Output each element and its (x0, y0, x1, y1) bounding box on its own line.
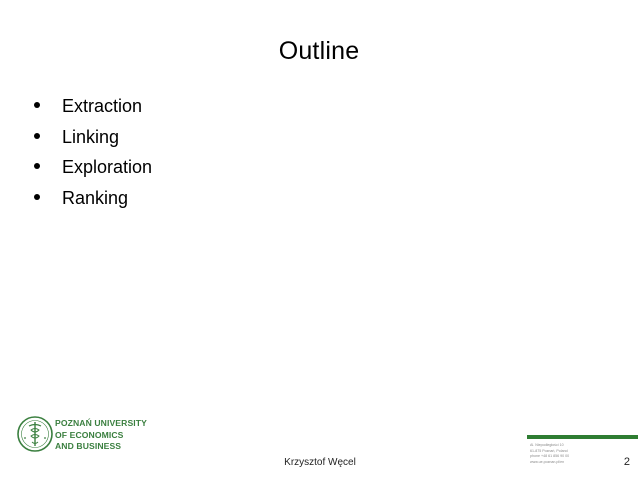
bullet-label: Extraction (62, 96, 143, 116)
bullet-item-extraction (34, 94, 152, 125)
bullet-dot-icon (34, 194, 40, 200)
bullet-label: Exploration (62, 157, 153, 177)
bullet-dot-icon (34, 163, 40, 169)
address-line: 61-875 Poznań, Poland (530, 448, 568, 453)
address-line: phone +48 61 856 90 00 (530, 454, 570, 459)
footer-author: Krzysztof Węcel (284, 457, 356, 468)
university-name (55, 418, 147, 453)
bullet-item-linking (34, 125, 152, 156)
bullet-item-ranking (34, 186, 152, 217)
bullet-item-exploration (34, 155, 152, 186)
address-line: www.ue.poznan.pl/en (530, 459, 565, 464)
page-number: 2 (623, 456, 630, 468)
address-line: Al. Niepodległości 10 (530, 443, 564, 447)
bullet-label: Ranking (62, 187, 129, 208)
bullet-dot-icon (34, 133, 40, 139)
footer-address (530, 443, 569, 465)
university-name-line: POZNAŃ UNIVERSITY (55, 418, 147, 428)
bullet-dot-icon (34, 102, 40, 108)
slide-title: Outline (278, 37, 360, 65)
bullet-label: Linking (62, 126, 120, 147)
university-name-line: AND BUSINESS (55, 441, 122, 451)
bullet-list (34, 94, 152, 216)
university-name-line: OF ECONOMICS (55, 429, 124, 440)
footer-divider (527, 435, 638, 439)
